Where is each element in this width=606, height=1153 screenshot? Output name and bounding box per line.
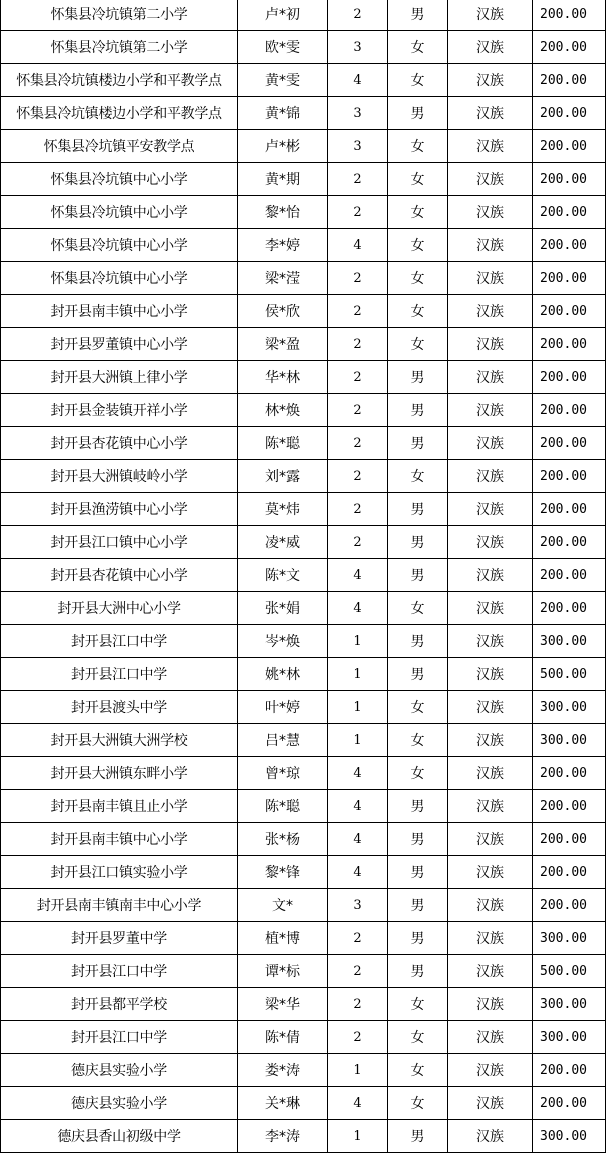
- table-row: [1, 955, 606, 988]
- amount-cell: 200.00: [533, 0, 606, 31]
- grade-cell: 4: [328, 559, 388, 592]
- amount-cell: 200.00: [533, 262, 606, 295]
- table-row: [1, 328, 606, 361]
- table-row: [1, 394, 606, 427]
- school-cell: 封开县大洲镇大洲学校: [1, 724, 238, 757]
- grade-cell: 2: [328, 196, 388, 229]
- amount-cell: 200.00: [533, 790, 606, 823]
- grade-cell: 2: [328, 493, 388, 526]
- amount-cell: 200.00: [533, 1087, 606, 1120]
- grade-cell: 4: [328, 856, 388, 889]
- school-cell: 封开县大洲中心小学: [1, 592, 238, 625]
- grade-cell: 2: [328, 361, 388, 394]
- gender-cell: 女: [388, 988, 448, 1021]
- school-cell: 封开县渔涝镇中心小学: [1, 493, 238, 526]
- grade-cell: 1: [328, 1120, 388, 1153]
- ethnicity-cell: 汉族: [448, 163, 533, 196]
- student-name-cell: 曾*琼: [238, 757, 328, 790]
- table-row: [1, 559, 606, 592]
- student-name-cell: 谭*标: [238, 955, 328, 988]
- student-name-cell: 莫*炜: [238, 493, 328, 526]
- amount-cell: 300.00: [533, 1021, 606, 1054]
- grade-cell: 1: [328, 691, 388, 724]
- student-name-cell: 叶*婷: [238, 691, 328, 724]
- student-name-cell: 张*杨: [238, 823, 328, 856]
- amount-cell: 200.00: [533, 592, 606, 625]
- table-row: [1, 460, 606, 493]
- amount-cell: 200.00: [533, 64, 606, 97]
- grade-cell: 4: [328, 592, 388, 625]
- ethnicity-cell: 汉族: [448, 625, 533, 658]
- amount-cell: 200.00: [533, 889, 606, 922]
- grade-cell: 4: [328, 229, 388, 262]
- table-row: [1, 988, 606, 1021]
- amount-cell: 300.00: [533, 1120, 606, 1153]
- ethnicity-cell: 汉族: [448, 691, 533, 724]
- school-cell: 封开县南丰镇中心小学: [1, 823, 238, 856]
- table-row: [1, 427, 606, 460]
- amount-cell: 500.00: [533, 955, 606, 988]
- amount-cell: 500.00: [533, 658, 606, 691]
- student-name-cell: 岑*焕: [238, 625, 328, 658]
- gender-cell: 男: [388, 625, 448, 658]
- school-cell: 封开县南丰镇中心小学: [1, 295, 238, 328]
- table-row: [1, 889, 606, 922]
- table-row: [1, 823, 606, 856]
- school-cell: 封开县江口中学: [1, 625, 238, 658]
- gender-cell: 男: [388, 526, 448, 559]
- student-name-cell: 林*焕: [238, 394, 328, 427]
- amount-cell: 200.00: [533, 394, 606, 427]
- gender-cell: 男: [388, 823, 448, 856]
- grade-cell: 3: [328, 889, 388, 922]
- grade-cell: 2: [328, 1021, 388, 1054]
- school-cell: 怀集县冷坑镇楼边小学和平教学点: [1, 97, 238, 130]
- ethnicity-cell: 汉族: [448, 361, 533, 394]
- school-cell: 德庆县实验小学: [1, 1087, 238, 1120]
- ethnicity-cell: 汉族: [448, 526, 533, 559]
- school-cell: 怀集县冷坑镇中心小学: [1, 196, 238, 229]
- amount-cell: 300.00: [533, 691, 606, 724]
- amount-cell: 200.00: [533, 130, 606, 163]
- student-name-cell: 关*琳: [238, 1087, 328, 1120]
- amount-cell: 200.00: [533, 460, 606, 493]
- grade-cell: 2: [328, 262, 388, 295]
- school-cell: 封开县都平学校: [1, 988, 238, 1021]
- table-row: [1, 790, 606, 823]
- gender-cell: 女: [388, 592, 448, 625]
- ethnicity-cell: 汉族: [448, 460, 533, 493]
- student-name-cell: 植*博: [238, 922, 328, 955]
- gender-cell: 女: [388, 328, 448, 361]
- table-row: [1, 526, 606, 559]
- amount-cell: 300.00: [533, 724, 606, 757]
- grade-cell: 1: [328, 625, 388, 658]
- grade-cell: 2: [328, 922, 388, 955]
- student-name-cell: 张*娟: [238, 592, 328, 625]
- gender-cell: 女: [388, 460, 448, 493]
- school-cell: 封开县江口中学: [1, 658, 238, 691]
- table-row: [1, 229, 606, 262]
- student-name-cell: 华*林: [238, 361, 328, 394]
- school-cell: 怀集县冷坑镇平安教学点: [1, 130, 238, 163]
- ethnicity-cell: 汉族: [448, 1120, 533, 1153]
- student-name-cell: 刘*露: [238, 460, 328, 493]
- student-name-cell: 李*涛: [238, 1120, 328, 1153]
- grade-cell: 4: [328, 823, 388, 856]
- ethnicity-cell: 汉族: [448, 592, 533, 625]
- gender-cell: 女: [388, 1054, 448, 1087]
- student-name-cell: 黄*锦: [238, 97, 328, 130]
- grade-cell: 4: [328, 64, 388, 97]
- ethnicity-cell: 汉族: [448, 559, 533, 592]
- gender-cell: 男: [388, 1120, 448, 1153]
- student-name-cell: 娄*涛: [238, 1054, 328, 1087]
- student-name-cell: 卢*初: [238, 0, 328, 31]
- table-row: [1, 262, 606, 295]
- table-row: [1, 130, 606, 163]
- ethnicity-cell: 汉族: [448, 229, 533, 262]
- gender-cell: 女: [388, 229, 448, 262]
- table-row: [1, 196, 606, 229]
- grade-cell: 2: [328, 394, 388, 427]
- grade-cell: 3: [328, 97, 388, 130]
- ethnicity-cell: 汉族: [448, 1087, 533, 1120]
- grade-cell: 2: [328, 328, 388, 361]
- school-cell: 怀集县冷坑镇中心小学: [1, 229, 238, 262]
- gender-cell: 女: [388, 1021, 448, 1054]
- student-name-cell: 陈*聪: [238, 427, 328, 460]
- table-body: [1, 0, 606, 1153]
- amount-cell: 200.00: [533, 493, 606, 526]
- amount-cell: 200.00: [533, 229, 606, 262]
- gender-cell: 男: [388, 427, 448, 460]
- school-cell: 封开县南丰镇南丰中心小学: [1, 889, 238, 922]
- table-row: [1, 625, 606, 658]
- ethnicity-cell: 汉族: [448, 724, 533, 757]
- table-row: [1, 691, 606, 724]
- school-cell: 封开县南丰镇且止小学: [1, 790, 238, 823]
- ethnicity-cell: 汉族: [448, 262, 533, 295]
- grade-cell: 2: [328, 427, 388, 460]
- grade-cell: 4: [328, 790, 388, 823]
- school-cell: 封开县大洲镇东畔小学: [1, 757, 238, 790]
- ethnicity-cell: 汉族: [448, 295, 533, 328]
- student-name-cell: 凌*威: [238, 526, 328, 559]
- table-row: [1, 64, 606, 97]
- ethnicity-cell: 汉族: [448, 757, 533, 790]
- gender-cell: 男: [388, 361, 448, 394]
- student-name-cell: 梁*盈: [238, 328, 328, 361]
- ethnicity-cell: 汉族: [448, 889, 533, 922]
- gender-cell: 女: [388, 1087, 448, 1120]
- ethnicity-cell: 汉族: [448, 427, 533, 460]
- school-cell: 封开县金装镇开祥小学: [1, 394, 238, 427]
- amount-cell: 200.00: [533, 295, 606, 328]
- ethnicity-cell: 汉族: [448, 823, 533, 856]
- gender-cell: 女: [388, 64, 448, 97]
- gender-cell: 女: [388, 691, 448, 724]
- ethnicity-cell: 汉族: [448, 1054, 533, 1087]
- school-cell: 封开县杏花镇中心小学: [1, 559, 238, 592]
- grade-cell: 4: [328, 757, 388, 790]
- school-cell: 怀集县冷坑镇楼边小学和平教学点: [1, 64, 238, 97]
- student-name-cell: 侯*欣: [238, 295, 328, 328]
- ethnicity-cell: 汉族: [448, 64, 533, 97]
- ethnicity-cell: 汉族: [448, 988, 533, 1021]
- ethnicity-cell: 汉族: [448, 955, 533, 988]
- student-name-cell: 欧*雯: [238, 31, 328, 64]
- gender-cell: 男: [388, 922, 448, 955]
- student-name-cell: 姚*林: [238, 658, 328, 691]
- table-row: [1, 1087, 606, 1120]
- school-cell: 封开县罗董中学: [1, 922, 238, 955]
- table-row: [1, 361, 606, 394]
- student-name-cell: 文*: [238, 889, 328, 922]
- gender-cell: 女: [388, 262, 448, 295]
- table-row: [1, 0, 606, 31]
- gender-cell: 男: [388, 97, 448, 130]
- amount-cell: 300.00: [533, 988, 606, 1021]
- gender-cell: 女: [388, 196, 448, 229]
- student-name-cell: 梁*滢: [238, 262, 328, 295]
- student-name-cell: 黄*期: [238, 163, 328, 196]
- ethnicity-cell: 汉族: [448, 394, 533, 427]
- student-name-cell: 黎*怡: [238, 196, 328, 229]
- amount-cell: 200.00: [533, 163, 606, 196]
- table-row: [1, 658, 606, 691]
- student-name-cell: 黎*锋: [238, 856, 328, 889]
- grade-cell: 2: [328, 526, 388, 559]
- grade-cell: 1: [328, 724, 388, 757]
- ethnicity-cell: 汉族: [448, 0, 533, 31]
- school-cell: 封开县渡头中学: [1, 691, 238, 724]
- ethnicity-cell: 汉族: [448, 790, 533, 823]
- ethnicity-cell: 汉族: [448, 328, 533, 361]
- grade-cell: 1: [328, 658, 388, 691]
- gender-cell: 男: [388, 955, 448, 988]
- gender-cell: 女: [388, 757, 448, 790]
- table-row: [1, 295, 606, 328]
- gender-cell: 男: [388, 559, 448, 592]
- amount-cell: 300.00: [533, 922, 606, 955]
- table-row: [1, 97, 606, 130]
- gender-cell: 男: [388, 790, 448, 823]
- amount-cell: 200.00: [533, 97, 606, 130]
- grade-cell: 2: [328, 988, 388, 1021]
- table-row: [1, 757, 606, 790]
- grade-cell: 3: [328, 130, 388, 163]
- gender-cell: 男: [388, 889, 448, 922]
- gender-cell: 女: [388, 31, 448, 64]
- grade-cell: 2: [328, 0, 388, 31]
- grade-cell: 1: [328, 1054, 388, 1087]
- ethnicity-cell: 汉族: [448, 658, 533, 691]
- table-row: [1, 163, 606, 196]
- student-name-cell: 梁*华: [238, 988, 328, 1021]
- gender-cell: 男: [388, 856, 448, 889]
- amount-cell: 200.00: [533, 196, 606, 229]
- grade-cell: 3: [328, 31, 388, 64]
- gender-cell: 女: [388, 295, 448, 328]
- amount-cell: 200.00: [533, 823, 606, 856]
- school-cell: 怀集县冷坑镇第二小学: [1, 0, 238, 31]
- school-cell: 封开县杏花镇中心小学: [1, 427, 238, 460]
- gender-cell: 女: [388, 130, 448, 163]
- student-name-cell: 陈*倩: [238, 1021, 328, 1054]
- amount-cell: 200.00: [533, 427, 606, 460]
- grade-cell: 2: [328, 295, 388, 328]
- gender-cell: 男: [388, 658, 448, 691]
- amount-cell: 300.00: [533, 625, 606, 658]
- school-cell: 封开县大洲镇岐岭小学: [1, 460, 238, 493]
- school-cell: 封开县江口中学: [1, 955, 238, 988]
- grade-cell: 4: [328, 1087, 388, 1120]
- ethnicity-cell: 汉族: [448, 97, 533, 130]
- ethnicity-cell: 汉族: [448, 196, 533, 229]
- table-row: [1, 1054, 606, 1087]
- amount-cell: 200.00: [533, 31, 606, 64]
- student-name-cell: 吕*慧: [238, 724, 328, 757]
- table-row: [1, 1021, 606, 1054]
- school-cell: 封开县江口中学: [1, 1021, 238, 1054]
- school-cell: 怀集县冷坑镇第二小学: [1, 31, 238, 64]
- ethnicity-cell: 汉族: [448, 493, 533, 526]
- student-name-cell: 李*婷: [238, 229, 328, 262]
- table-row: [1, 856, 606, 889]
- table-row: [1, 922, 606, 955]
- student-name-cell: 陈*文: [238, 559, 328, 592]
- amount-cell: 200.00: [533, 1054, 606, 1087]
- school-cell: 德庆县香山初级中学: [1, 1120, 238, 1153]
- table-row: [1, 1120, 606, 1153]
- school-cell: 德庆县实验小学: [1, 1054, 238, 1087]
- gender-cell: 男: [388, 0, 448, 31]
- school-cell: 封开县江口镇中心小学: [1, 526, 238, 559]
- ethnicity-cell: 汉族: [448, 1021, 533, 1054]
- school-cell: 封开县罗董镇中心小学: [1, 328, 238, 361]
- grade-cell: 2: [328, 163, 388, 196]
- school-cell: 怀集县冷坑镇中心小学: [1, 163, 238, 196]
- amount-cell: 200.00: [533, 856, 606, 889]
- gender-cell: 男: [388, 493, 448, 526]
- grade-cell: 2: [328, 955, 388, 988]
- table-row: [1, 592, 606, 625]
- gender-cell: 男: [388, 394, 448, 427]
- amount-cell: 200.00: [533, 757, 606, 790]
- ethnicity-cell: 汉族: [448, 856, 533, 889]
- student-name-cell: 黄*雯: [238, 64, 328, 97]
- amount-cell: 200.00: [533, 361, 606, 394]
- student-name-cell: 陈*聪: [238, 790, 328, 823]
- student-name-cell: 卢*彬: [238, 130, 328, 163]
- amount-cell: 200.00: [533, 559, 606, 592]
- amount-cell: 200.00: [533, 328, 606, 361]
- grade-cell: 2: [328, 460, 388, 493]
- ethnicity-cell: 汉族: [448, 130, 533, 163]
- ethnicity-cell: 汉族: [448, 922, 533, 955]
- table-row: [1, 493, 606, 526]
- table-row: [1, 31, 606, 64]
- table-row: [1, 724, 606, 757]
- school-cell: 封开县江口镇实验小学: [1, 856, 238, 889]
- ethnicity-cell: 汉族: [448, 31, 533, 64]
- school-cell: 怀集县冷坑镇中心小学: [1, 262, 238, 295]
- school-cell: 封开县大洲镇上律小学: [1, 361, 238, 394]
- amount-cell: 200.00: [533, 526, 606, 559]
- gender-cell: 女: [388, 724, 448, 757]
- gender-cell: 女: [388, 163, 448, 196]
